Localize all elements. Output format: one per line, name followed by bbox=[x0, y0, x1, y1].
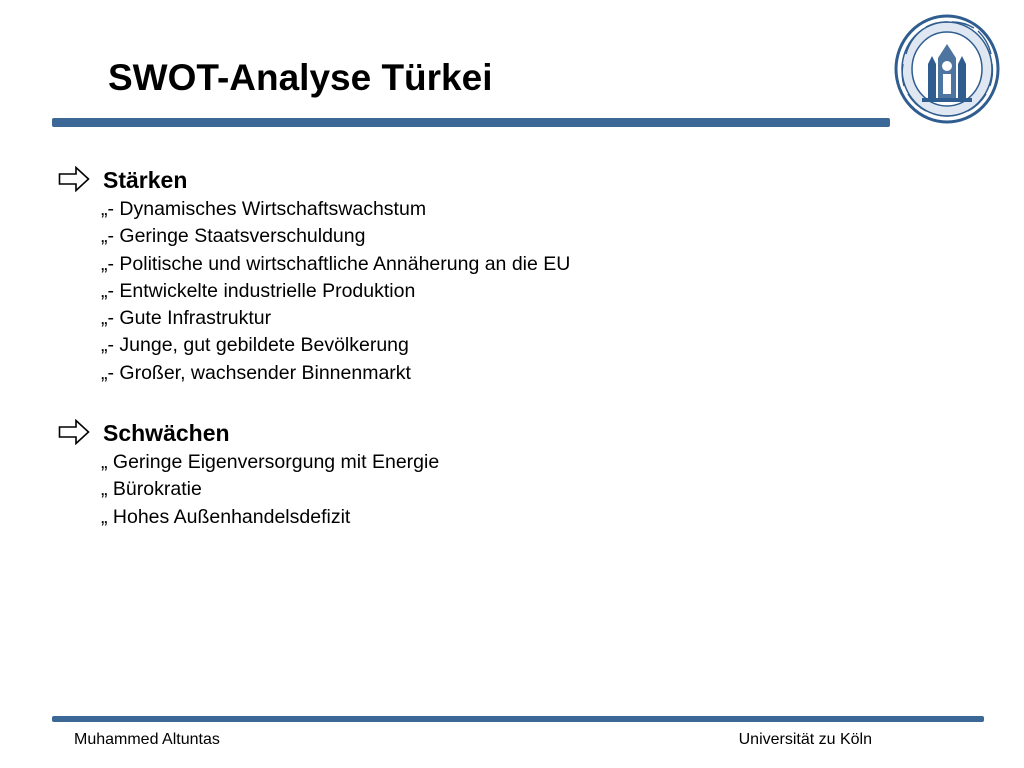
section-heading: Schwächen bbox=[103, 420, 230, 446]
footer-divider bbox=[52, 716, 984, 722]
footer-institution: Universität zu Köln bbox=[738, 731, 872, 748]
list-item: „- Gute Infrastruktur bbox=[101, 307, 272, 330]
list-item: „- Dynamisches Wirtschaftswachstum bbox=[101, 198, 427, 220]
slide-title: SWOT-Analyse Türkei bbox=[108, 57, 493, 98]
list-item: „ Geringe Eigenversorgung mit Energie bbox=[101, 451, 440, 473]
strengths-list bbox=[101, 196, 570, 387]
weaknesses-list bbox=[101, 449, 439, 531]
arrow-right-icon bbox=[58, 166, 90, 192]
list-item: „- Junge, gut gebildete Bevölkerung bbox=[101, 334, 409, 357]
list-item: „ Hohes Außenhandelsdefizit bbox=[101, 505, 351, 528]
list-item: „- Politische und wirtschaftliche Annäherung an die EU bbox=[101, 252, 571, 275]
list-item: „- Geringe Staatsverschuldung bbox=[101, 225, 366, 248]
title-divider bbox=[52, 118, 890, 127]
section-heading: Stärken bbox=[103, 167, 188, 193]
footer-author: Muhammed Altuntas bbox=[74, 731, 220, 748]
list-item: „- Entwickelte industrielle Produktion bbox=[101, 279, 416, 302]
arrow-right-icon bbox=[58, 419, 90, 445]
university-seal-logo bbox=[894, 14, 1000, 124]
list-item: „- Großer, wachsender Binnenmarkt bbox=[101, 361, 411, 384]
list-item: „ Bürokratie bbox=[101, 478, 202, 501]
